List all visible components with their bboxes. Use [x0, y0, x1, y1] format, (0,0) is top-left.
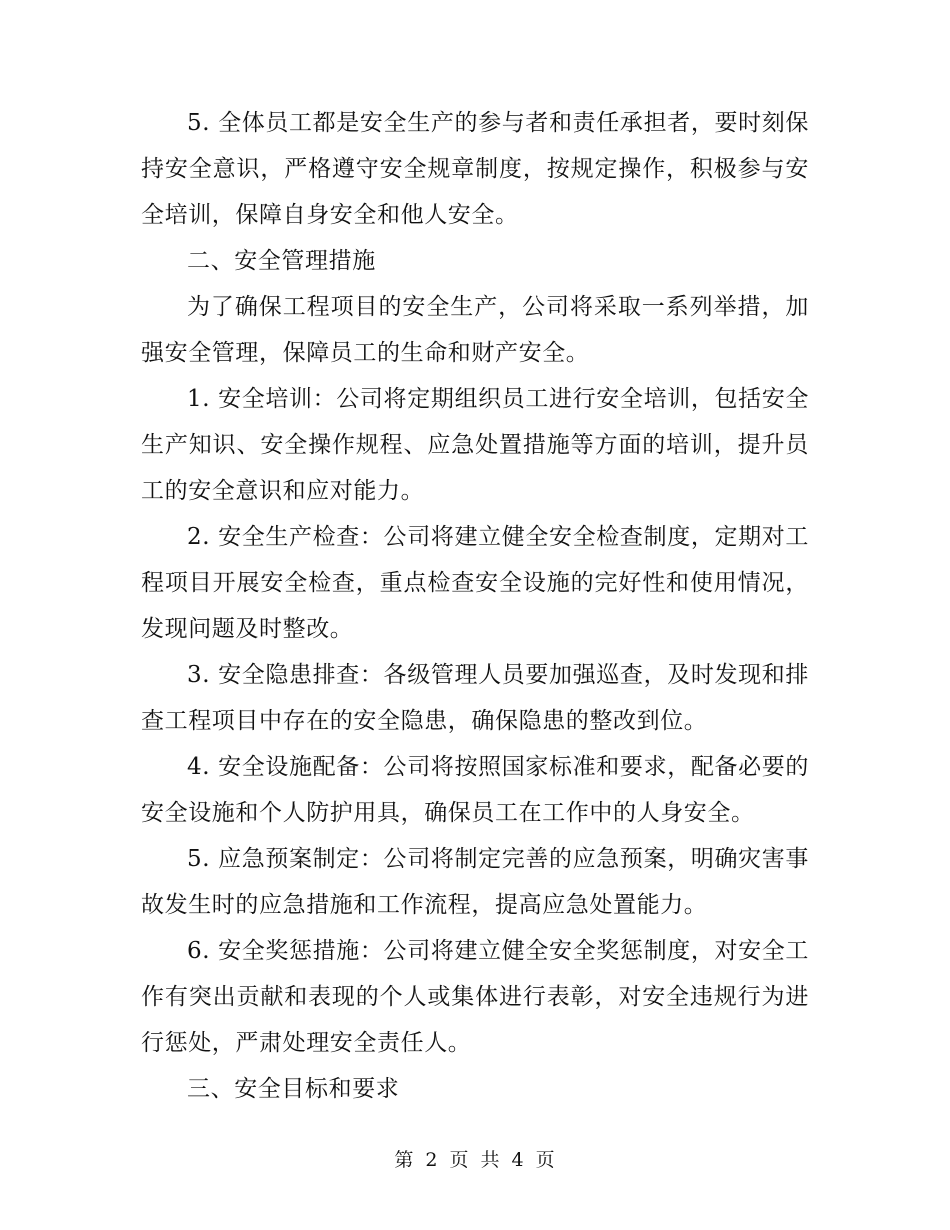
paragraph-item-5-staff-responsibility: 5. 全体员工都是安全生产的参与者和责任承担者，要时刻保持安全意识，严格遵守安全规章制度，按规定操作，积极参与安全培训，保障自身安全和他人安全。 — [141, 110, 809, 228]
paragraph-item-6-rewards-penalties: 6. 安全奖惩措施：公司将建立健全安全奖惩制度，对安全工作有突出贡献和表现的个人或集体进行表彰，对安全违规行为进行惩处，严肃处理安全责任人。 — [141, 938, 809, 1056]
paragraph-item-2-safety-inspection: 2. 安全生产检查：公司将建立健全安全检查制度，定期对工程项目开展安全检查，重点检查安全设施的完好性和使用情况，发现问题及时整改。 — [141, 524, 809, 642]
section-heading-safety-management-measures: 二、安全管理措施 — [187, 248, 376, 274]
paragraph-item-4-safety-equipment: 4. 安全设施配备：公司将按照国家标准和要求，配备必要的安全设施和个人防护用具，确保员工在工作中的人身安全。 — [141, 754, 809, 826]
document-body — [141, 100, 809, 1112]
paragraph-intro-measures: 为了确保工程项目的安全生产，公司将采取一系列举措，加强安全管理，保障员工的生命和财产安全。 — [141, 294, 809, 366]
paragraph-item-5-emergency-plan: 5. 应急预案制定：公司将制定完善的应急预案，明确灾害事故发生时的应急措施和工作流程，提高应急处置能力。 — [141, 846, 809, 918]
paragraph-item-1-safety-training: 1. 安全培训：公司将定期组织员工进行安全培训，包括安全生产知识、安全操作规程、应急处置措施等方面的培训，提升员工的安全意识和应对能力。 — [141, 386, 809, 504]
section-heading-safety-goals: 三、安全目标和要求 — [187, 1076, 400, 1102]
page-footer: 第 2 页 共 4 页 — [394, 1149, 556, 1171]
paragraph-item-3-hazard-check: 3. 安全隐患排查：各级管理人员要加强巡查，及时发现和排查工程项目中存在的安全隐患，确保隐患的整改到位。 — [141, 662, 809, 734]
